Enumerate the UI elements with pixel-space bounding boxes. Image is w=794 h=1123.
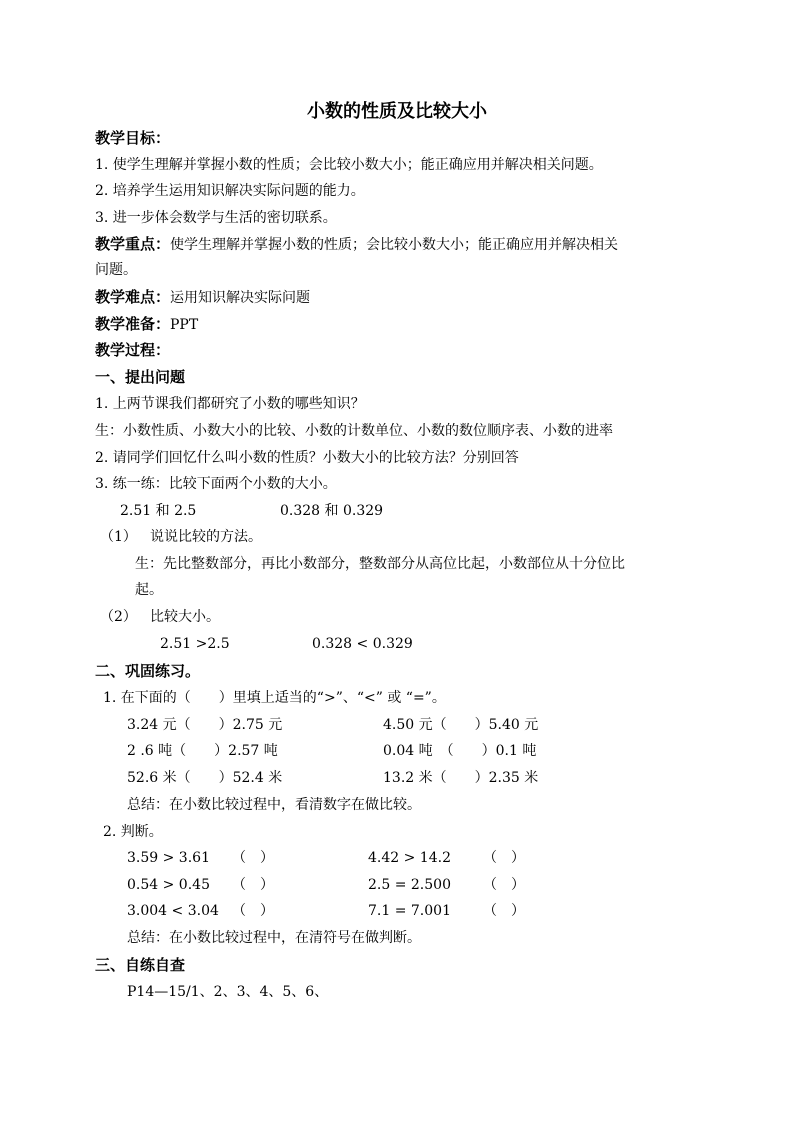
- fill-row-2-left: 2 .6 吨（ ）2.57 吨: [127, 743, 278, 759]
- pair-b: 0.328 和 0.329: [280, 503, 384, 519]
- fill-row-3-left: 52.6 米（ ）52.4 米: [127, 770, 283, 786]
- prep-text: PPT: [170, 317, 199, 333]
- page-title: 小数的性质及比较大小: [307, 101, 487, 122]
- goal-3: 3. 进一步体会数学与生活的密切联系。: [95, 210, 337, 226]
- fill-row-2-right: 0.04 吨 （ ）0.1 吨: [383, 743, 537, 759]
- exercise-2: 2. 判断。: [103, 824, 163, 840]
- section1-heading: 一、提出问题: [95, 368, 186, 386]
- section2-heading: 二、巩固练习。: [95, 662, 201, 680]
- step2-text: 比较大小。: [150, 609, 220, 625]
- compare-a: 2.51 >2.5: [160, 636, 230, 652]
- judge-row-2-left: 0.54 > 0.45: [127, 877, 210, 893]
- step1-label: （1）: [100, 529, 137, 545]
- preparation: [95, 314, 198, 335]
- judge-row-1-right: 4.42 > 14.2: [368, 850, 451, 866]
- judge-row-3-right: 7.1 = 7.001: [368, 903, 451, 919]
- compare-b: 0.328 < 0.329: [312, 636, 413, 652]
- judge-row-3-left-blank: （ ）: [232, 903, 274, 919]
- section3-heading: 三、自练自查: [95, 956, 186, 974]
- summary-1: 总结：在小数比较过程中，看清数字在做比较。: [127, 797, 421, 813]
- section1-a1: 生：小数性质、小数大小的比较、小数的计数单位、小数的数位顺序表、小数的进率: [95, 423, 613, 439]
- process-heading: 教学过程：: [95, 341, 171, 359]
- key-text-1: 使学生理解并掌握小数的性质；会比较小数大小；能正确应用并解决相关: [170, 237, 619, 253]
- step1-answer-2: 起。: [135, 582, 163, 598]
- prep-heading: 教学准备：: [95, 315, 171, 333]
- section1-q3: 3. 练一练：比较下面两个小数的大小。: [95, 476, 337, 492]
- key-heading: 教学重点：: [95, 235, 171, 253]
- section1-q1: 1. 上两节课我们都研究了小数的哪些知识？: [95, 396, 365, 412]
- judge-row-1-right-blank: （ ）: [483, 850, 525, 866]
- judge-row-1-left-blank: （ ）: [232, 850, 274, 866]
- judge-row-1-left: 3.59 > 3.61: [127, 850, 210, 866]
- key-points: [95, 234, 618, 255]
- judge-row-3-left: 3.004 < 3.04: [127, 903, 219, 919]
- goal-2: 2. 培养学生运用知识解决实际问题的能力。: [95, 183, 365, 199]
- fill-row-1-right: 4.50 元（ ）5.40 元: [383, 717, 539, 733]
- pair-a: 2.51 和 2.5: [120, 503, 197, 519]
- step1-text: 说说比较的方法。: [150, 529, 262, 545]
- goals-heading: 教学目标：: [95, 129, 171, 147]
- goal-1: 1. 使学生理解并掌握小数的性质；会比较小数大小；能正确应用并解决相关问题。: [95, 157, 603, 173]
- fill-row-3-right: 13.2 米（ ）2.35 米: [383, 770, 539, 786]
- exercise-1: 1. 在下面的（ ）里填上适当的“>”、“<” 或 “=”。: [103, 690, 446, 706]
- difficulty-text: 运用知识解决实际问题: [170, 290, 311, 306]
- summary-2: 总结：在小数比较过程中，在清符号在做判断。: [127, 930, 421, 946]
- judge-row-2-right-blank: （ ）: [483, 877, 525, 893]
- section1-q2: 2. 请同学们回忆什么叫小数的性质？小数大小的比较方法？分别回答: [95, 450, 519, 466]
- difficulty-heading: 教学难点：: [95, 288, 171, 306]
- judge-row-3-right-blank: （ ）: [483, 903, 525, 919]
- step1-answer-1: 生：先比整数部分，再比小数部分，整数部分从高位比起，小数部位从十分位比: [135, 556, 625, 572]
- key-text-2: 问题。: [95, 262, 137, 278]
- judge-row-2-right: 2.5 = 2.500: [368, 877, 451, 893]
- fill-row-1-left: 3.24 元（ ）2.75 元: [127, 717, 283, 733]
- difficulty: [95, 287, 310, 308]
- judge-row-2-left-blank: （ ）: [232, 877, 274, 893]
- step2-label: （2）: [100, 609, 137, 625]
- section3-text: P14—15/1、2、3、4、5、6、: [127, 984, 329, 1000]
